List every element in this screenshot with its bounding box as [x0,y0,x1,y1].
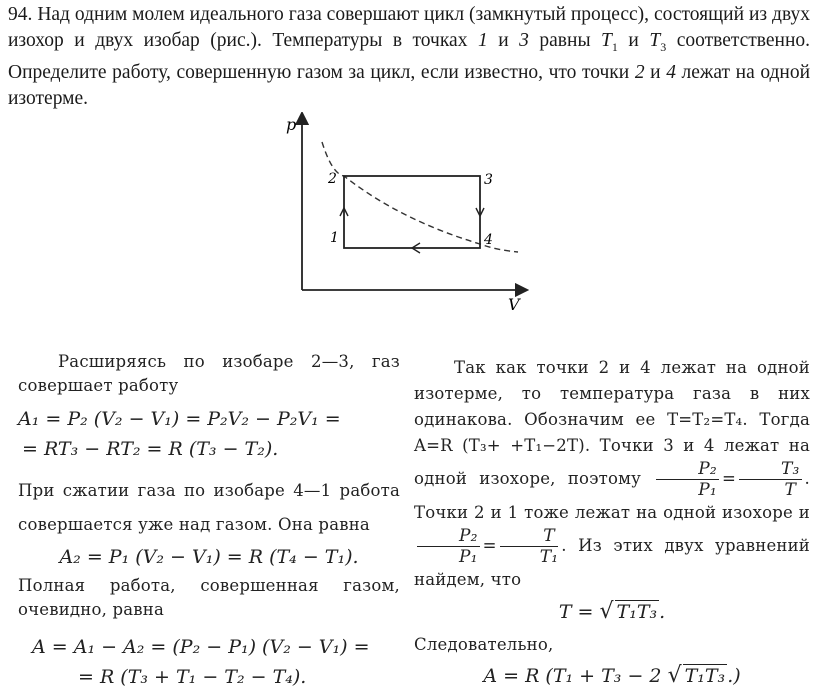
solution-conclusion: Следовательно, [414,635,554,654]
fraction-p2-p1-second: $\frac{\text{P₂}}{\text{P₁}}$ [417,526,480,567]
equation-total-line1: A = A₁ − A₂ = (P₂ − P₁) (V₂ − V₁) = [32,636,370,658]
solution-paragraph: Так как точки 2 и 4 лежат на одной изотерме, то температура газа в них одинакова. Обозначим ее T=T₂=T₄. Тогда A=R (T₃+ +T₁−2T). Точки 3 и 4 лежат на одной изохоре, поэтому $\frac{\text{P₂}}{\text{P₁}}$ = $\frac{\text{T₃}}{T}$ . Точки 2 и 1 тоже лежат на одной изохоре и $\frac{\text{P₂}}{\text{P₁}}$ = $\frac{T}{\text{T₁}}$ . Из этих двух уравнений найдем, что [414,358,810,589]
axis-label-p: p [286,115,297,134]
axis-label-v: V [508,295,520,314]
solution-paragraph: При сжатии газа по изобаре 4—1 работа совершается уже над газом. Она равна [18,481,400,534]
equation-a2: A₂ = P₁ (V₂ − V₁) = R (T₄ − T₁). [59,546,359,568]
solution-left-column [18,350,400,692]
equation-a1-line2: = RT₃ − RT₂ = R (T₃ − T₂). [22,438,279,460]
point-label-3: 3 [484,172,493,188]
point-label-4: 4 [484,232,493,248]
pv-diagram [280,112,540,322]
fraction-t-t1: $\frac{T}{\text{T₁}}$ [500,526,559,567]
solution-right-column [414,355,810,691]
sqrt-symbol: √ [599,599,614,624]
equation-total-line2: = R (T₃ + T₁ − T₂ − T₄). [78,666,307,688]
equation-final: A = R (T₁ + T₃ − 2 √ T₁T₃ .) [483,663,741,688]
problem-number: 94. [8,4,33,25]
fraction-p2-p1: $\frac{\text{P₂}}{\text{P₁}}$ [656,459,719,500]
equation-t-sqrt: T = √ T₁T₃ . [558,599,666,624]
fraction-t3-t: $\frac{\text{T₃}}{T}$ [739,459,802,500]
solution-paragraph: Расширяясь по изобаре 2—3, газ совершает работу [18,352,400,395]
point-label-2: 2 [328,171,337,187]
problem-text: 94. Над одним молем идеального газа совершают цикл (замкнутый процесс), состоящий из двух изохор и двух изобар (рис.). Температуры в точках 1 и 3 равны $T_1$ и $T_3$ соответственно. Определите работу, совершенную газом за цикл, если известно, что точки 2 и 4 лежат на одной изотерме. [8,4,811,109]
problem-statement [8,2,810,112]
point-label-1: 1 [330,230,339,246]
equation-a1-line1: A₁ = P₂ (V₂ − V₁) = P₂V₂ − P₂V₁ = [18,408,341,430]
sqrt-symbol: √ [667,663,682,688]
solution-paragraph: Полная работа, совершенная газом, очевидно, равна [18,576,400,619]
